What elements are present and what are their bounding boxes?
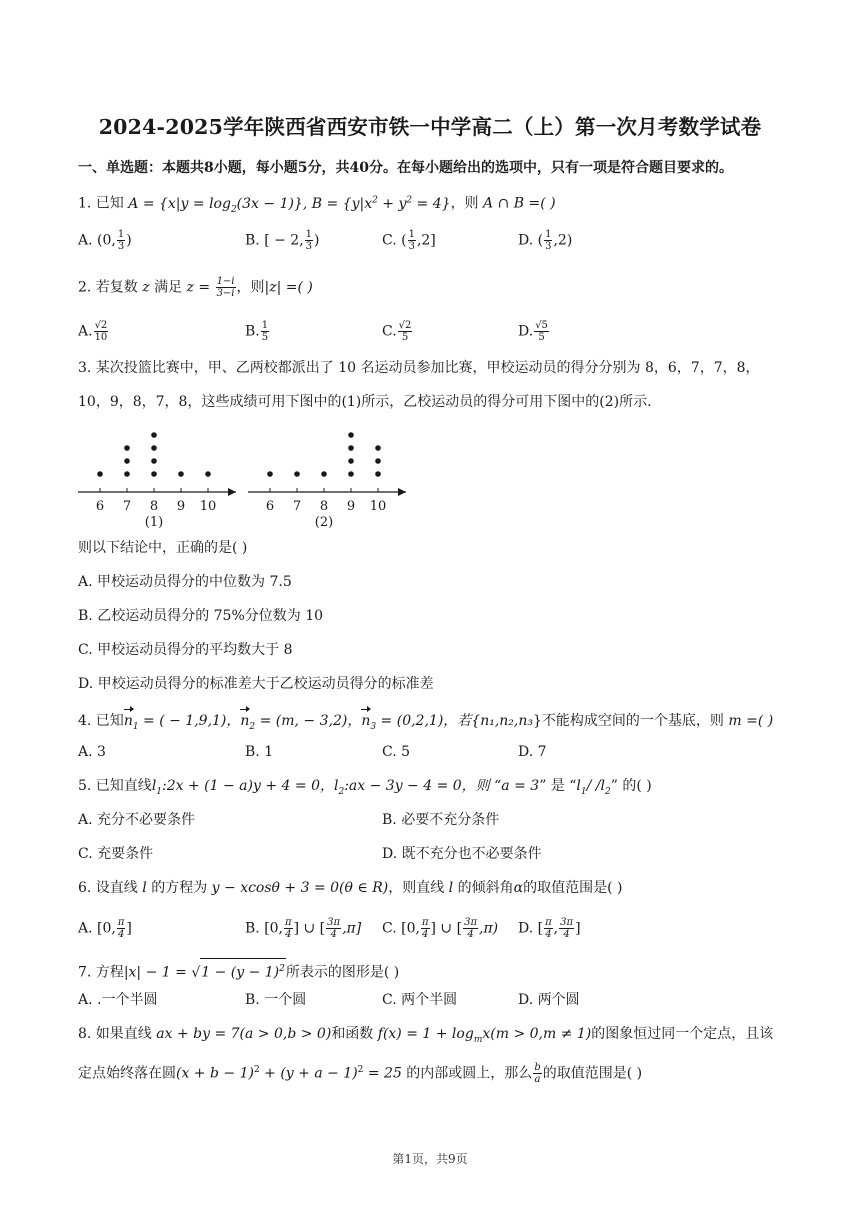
q2-option-c: C. $\frac{√2}{5}$ xyxy=(382,320,412,343)
dot-plot-1 xyxy=(78,432,236,530)
data-dot xyxy=(267,471,273,477)
q4-option-c: C. 5 xyxy=(382,744,411,760)
data-dot xyxy=(151,445,157,451)
q2-option-d: D. $\frac{√5}{5}$ xyxy=(518,320,548,343)
page-title: 2024-2025学年陕西省西安市铁一中学高二（上）第一次月考数学试卷 xyxy=(98,115,762,139)
question-6-stem: 6. 设直线 l 的方程为 y − xcosθ + 3 = 0(θ ∈ R)，则直线 l 的倾斜角α的取值范围是( ) xyxy=(78,880,623,896)
q4-option-b: B. 1 xyxy=(245,744,274,760)
plot-caption: (2) xyxy=(314,515,334,530)
dot-plot-figure xyxy=(76,418,416,533)
question-8-line-1: 8. 如果直线 ax + by = 7(a > 0,b > 0)和函数 $f(x) = 1 + \log_mx(m > 0,m \ne 1)$的图象恒过同一个定点，且该 xyxy=(78,1026,774,1045)
q5-option-c: C. 充要条件 xyxy=(78,846,154,862)
data-dot xyxy=(124,445,130,451)
data-dot xyxy=(375,445,381,451)
data-dot xyxy=(348,445,354,451)
data-dot xyxy=(348,471,354,477)
tick-label: 6 xyxy=(95,499,105,514)
q4-option-d: D. 7 xyxy=(518,744,547,760)
data-dot xyxy=(124,471,130,477)
q3-option-d: D. 甲校运动员得分的标准差大于乙校运动员得分的标准差 xyxy=(78,676,434,692)
tick-label: 10 xyxy=(199,499,217,514)
page-footer: 第1页，共9页 xyxy=(392,1152,468,1166)
q1-set-a: $A = \{x|y = \log_2(3x - 1)\}$, $B = \{y|x^2 + y^2 = 4\}$ xyxy=(128,195,451,215)
q1-option-a: A. (0, $\frac{1}{3}$ ) xyxy=(78,229,132,252)
data-dot xyxy=(348,458,354,464)
axis-arrow xyxy=(398,488,406,496)
dot-plot-2 xyxy=(248,432,406,530)
question-3-prompt: 则以下结论中，正确的是( ) xyxy=(78,540,248,556)
q2-option-b: B. $\frac{1}{5}$ xyxy=(245,320,269,343)
q5-option-b: B. 必要不充分条件 xyxy=(382,812,500,828)
q3-option-a: A. 甲校运动员得分的中位数为 7.5 xyxy=(78,574,292,590)
q6-option-d: D. [ $\frac{\pi}{4}$ , $\frac{3\pi}{4}$ ] xyxy=(518,917,581,940)
tick-label: 7 xyxy=(122,499,132,514)
tick-label: 10 xyxy=(369,499,387,514)
q7-option-a: A. .一个半圆 xyxy=(78,992,158,1008)
q6-option-a: A. [0, $\frac{\pi}{4}$ ] xyxy=(78,917,132,940)
plot-caption: (1) xyxy=(144,515,164,530)
axis-arrow xyxy=(228,488,236,496)
tick-label: 8 xyxy=(149,499,159,514)
question-5-stem: 5. 已知直线$l_1:2x + (1 - a)y + 4 = 0$，$l_2:ax - 3y - 4 = 0$，则 “a = 3” 是 “$l_1/$ $/l_2$” 的( ) xyxy=(78,778,652,797)
data-dot xyxy=(151,458,157,464)
q3-option-b: B. 乙校运动员得分的 75%分位数为 10 xyxy=(78,608,324,624)
q1-option-b: B. [ − 2, $\frac{1}{3}$ ) xyxy=(245,229,320,252)
data-dot xyxy=(205,471,211,477)
data-dot xyxy=(375,471,381,477)
q5-option-d: D. 既不充分也不必要条件 xyxy=(382,846,542,862)
question-3-line-1: 3. 某次投篮比赛中，甲、乙两校都派出了 10 名运动员参加比赛，甲校运动员的得分分别为 8，6，7，7，8， xyxy=(78,360,760,376)
data-dot xyxy=(151,471,157,477)
data-dot xyxy=(348,432,354,438)
data-dot xyxy=(178,471,184,477)
question-8-line-2: 定点始终落在圆$(x + b - 1)^2 + (y + a - 1)^2 = 25$ 的内部或圆上，那么 $\frac{b}{a}$ 的取值范围是( ) xyxy=(78,1062,643,1086)
section-heading: 一、单选题：本题共8小题，每小题5分，共40分。在每小题给出的选项中，只有一项是符合题目要求的。 xyxy=(78,160,733,176)
tick-label: 9 xyxy=(176,499,186,514)
q4-option-a: A. 3 xyxy=(78,744,106,760)
data-dot xyxy=(375,458,381,464)
q1-text-2: ，则 xyxy=(450,195,479,212)
data-dot xyxy=(294,471,300,477)
tick-label: 8 xyxy=(319,499,329,514)
tick-label: 7 xyxy=(292,499,302,514)
q1-option-c: C. ( $\frac{1}{3}$ ,2] xyxy=(382,229,436,252)
tick-label: 6 xyxy=(265,499,275,514)
q2-option-a: A. $\frac{√2}{10}$ xyxy=(78,320,108,343)
q6-option-c: C. [0, $\frac{\pi}{4}$ ] ∪ [ $\frac{3\pi}{4}$ ,π) xyxy=(382,917,499,940)
data-dot xyxy=(151,432,157,438)
question-2-stem: 2. 若复数 z 满足 z = $\frac{1-i}{3-i}$ ，则|z| =( ) xyxy=(78,276,313,299)
q6-option-b: B. [0, $\frac{\pi}{4}$ ] ∪ [ $\frac{3\pi}{4}$ ,π] xyxy=(245,917,362,940)
q7-option-c: C. 两个半圆 xyxy=(382,992,458,1008)
question-3-line-2: 10，9，8，7，8，这些成绩可用下图中的(1)所示，乙校运动员的得分可用下图中的(2)所示. xyxy=(78,394,652,410)
q1-option-d: D. ( $\frac{1}{3}$ ,2) xyxy=(518,229,573,252)
q7-option-d: D. 两个圆 xyxy=(518,992,580,1008)
data-dot xyxy=(321,471,327,477)
question-7-stem: 7. 方程$|x| - 1 = √1 - (y - 1)^2$所表示的图形是( ) xyxy=(78,958,399,983)
data-dot xyxy=(124,458,130,464)
tick-label: 9 xyxy=(346,499,356,514)
question-1-stem xyxy=(78,190,556,219)
question-4-stem: 4. 已知$n_1$ = ( − 1,9,1)，$n_2 = (m$, − 3,2)，$n_3 = (0,2,1)$，若{n₁,n₂,n₃}不能构成空间的一个基底，则 m =( ) xyxy=(78,708,773,737)
q3-option-c: C. 甲校运动员得分的平均数大于 8 xyxy=(78,642,293,658)
q5-option-a: A. 充分不必要条件 xyxy=(78,812,196,828)
q1-text: 1. 已知 xyxy=(78,195,124,212)
q7-option-b: B. 一个圆 xyxy=(245,992,307,1008)
data-dot xyxy=(97,471,103,477)
q1-expr: A ∩ B =( ) xyxy=(478,195,556,212)
